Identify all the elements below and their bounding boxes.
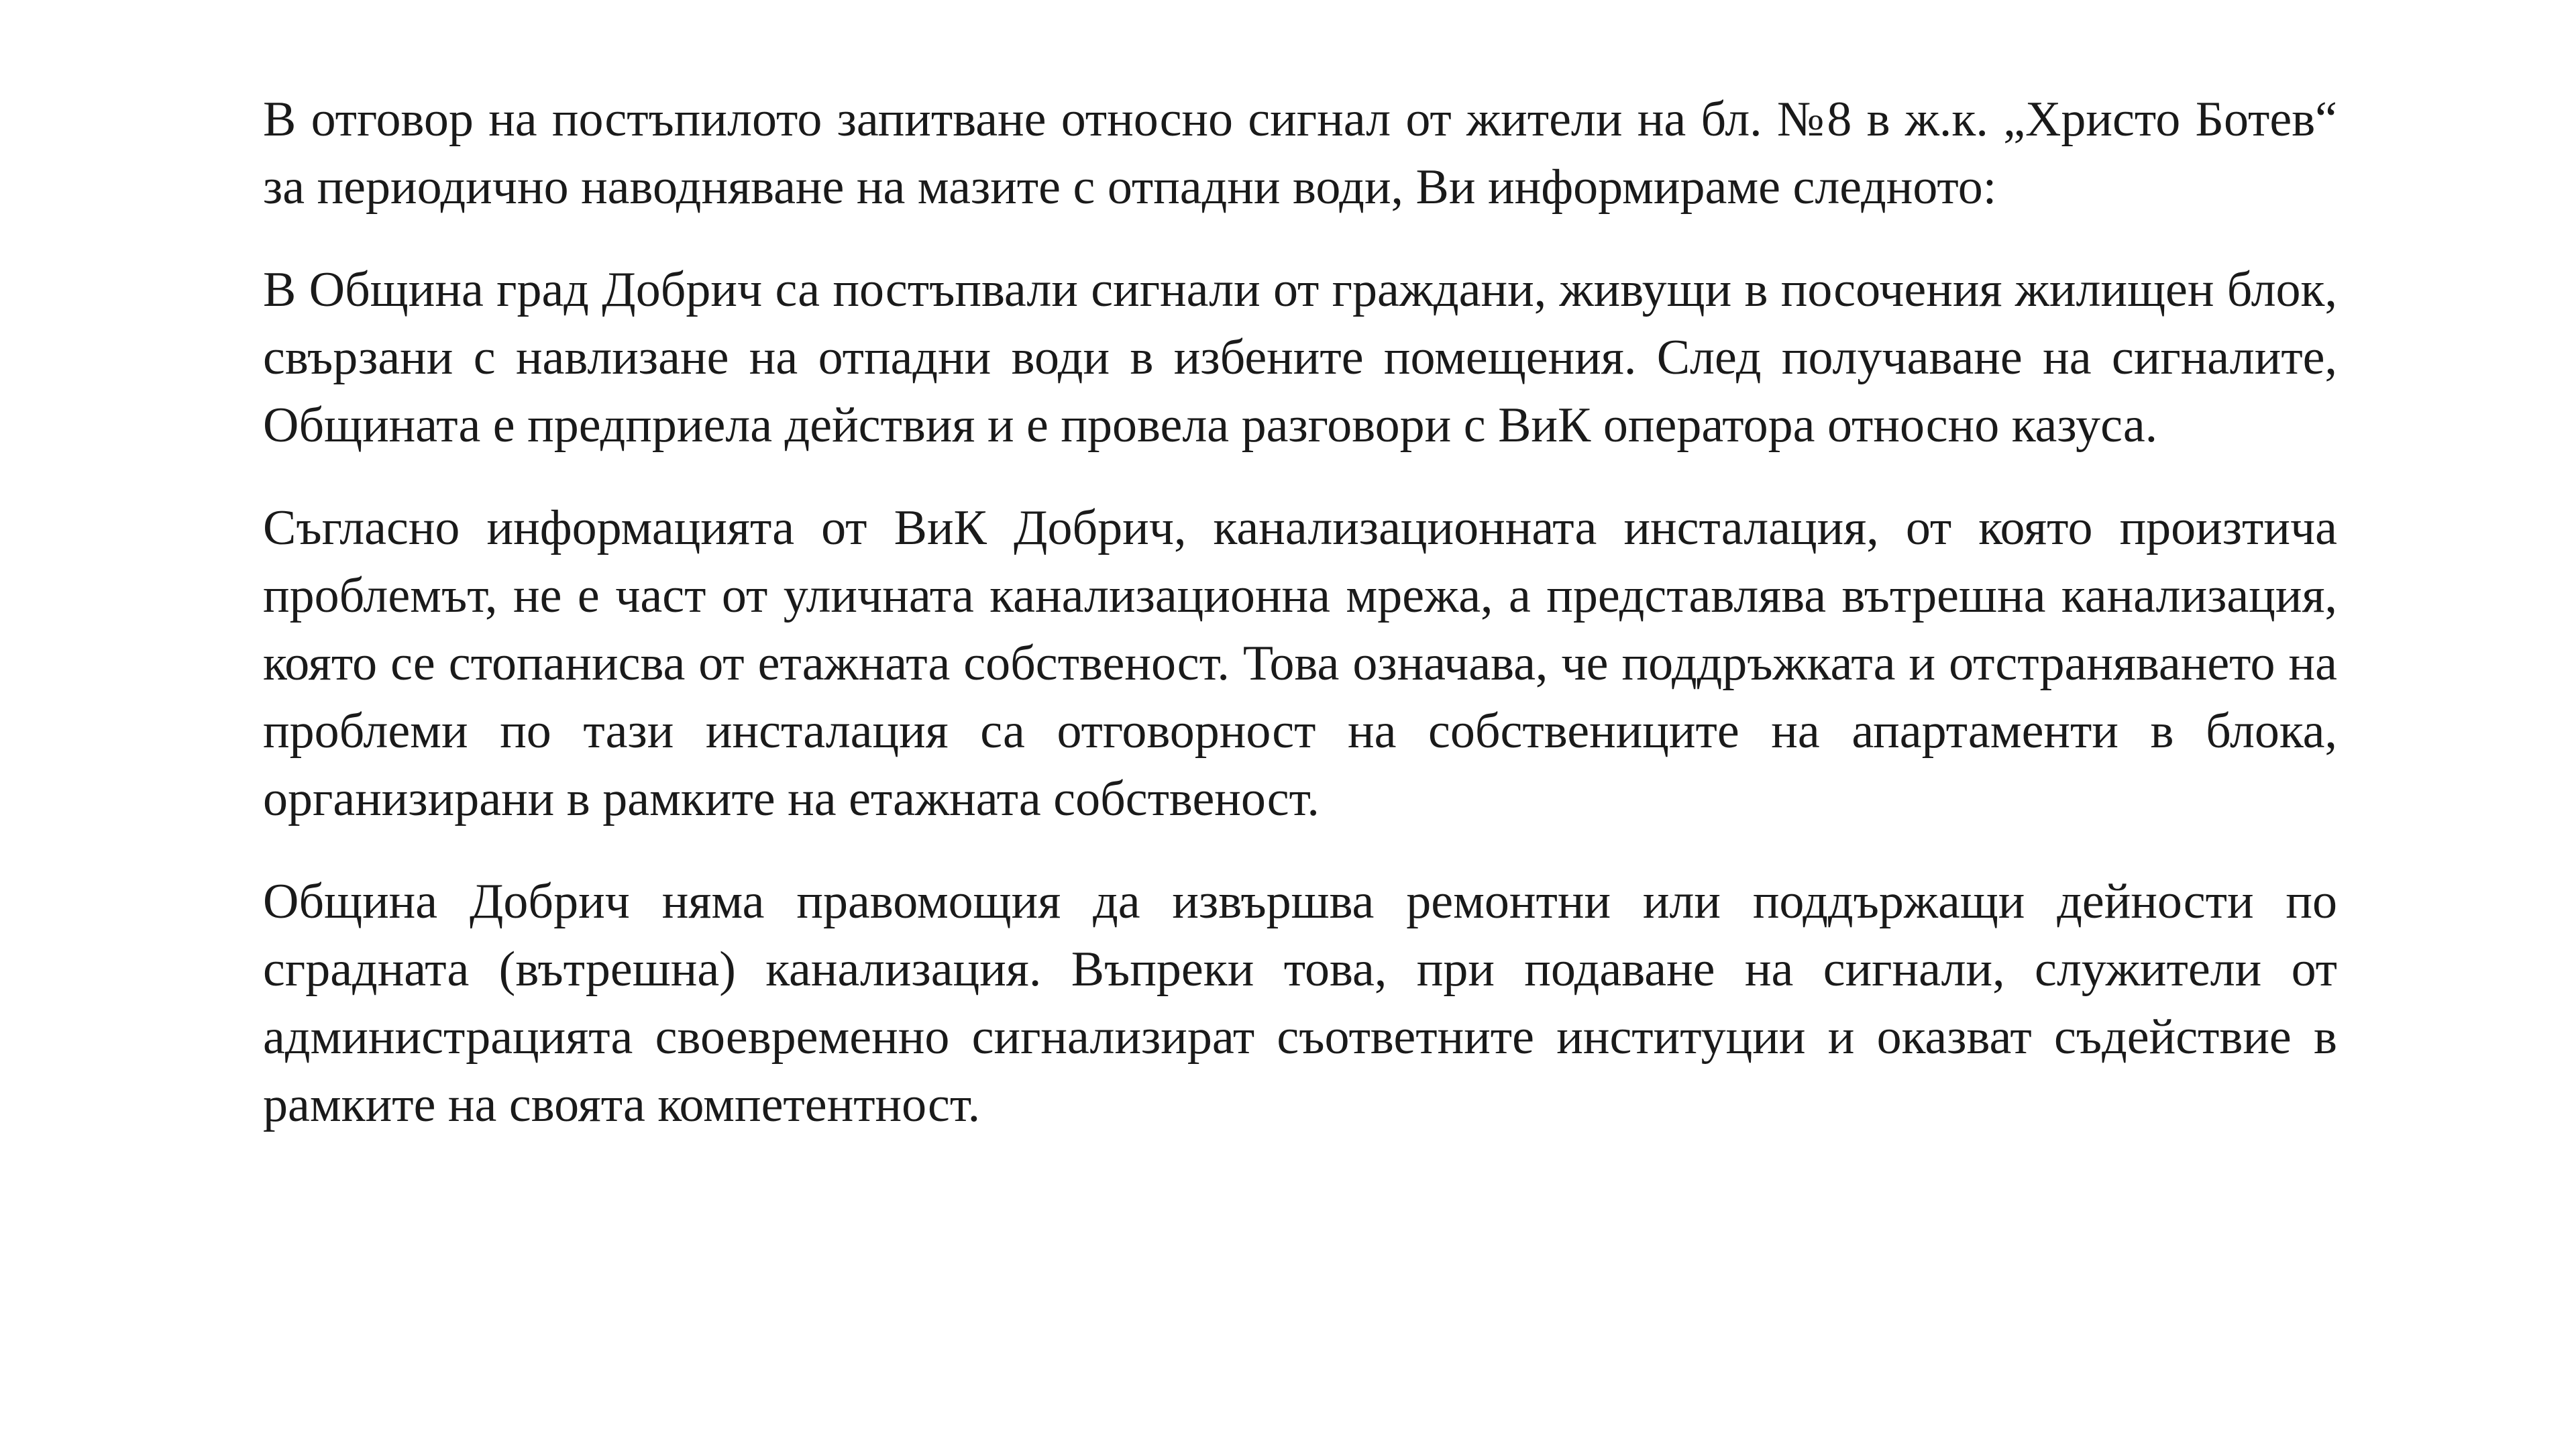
paragraph-municipality-actions: В Община град Добрич са постъпвали сигнали от граждани, живущи в посочения жилищен блок, свързани с навлизане на отпадни води в избените помещения. След получаване на сигналите, Общината е предприела действия и е провела разговори с ВиК оператора относно казуса. (263, 262, 2337, 453)
paragraph-municipality-authority: Община Добрич няма правомощия да извършва ремонтни или поддържащи дейности по сградната (вътрешна) канализация. Въпреки това, при подаване на сигнали, служители от администрацията своевременно сигнализират съответните институции и оказват съдействие в рамките на своята компетентност. (263, 874, 2337, 1132)
paragraph-vik-information: Съгласно информацията от ВиК Добрич, канализационната инсталация, от която произтича проблемът, не е част от уличната канализационна мрежа, а представлява вътрешна канализация, която се стопанисва от етажната собственост. Това означава, че поддръжката и отстраняването на проблеми по тази инсталация са отговорност на собствениците на апартаменти в блока, организирани в рамките на етажната собственост. (263, 500, 2337, 826)
paragraph-inquiry-response: В отговор на постъпилото запитване относно сигнал от жители на бл. №8 в ж.к. „Христо Ботев“ за периодично наводняване на мазите с отпадни води, Ви информираме следното: (263, 92, 2337, 215)
document-body (263, 86, 2337, 1139)
